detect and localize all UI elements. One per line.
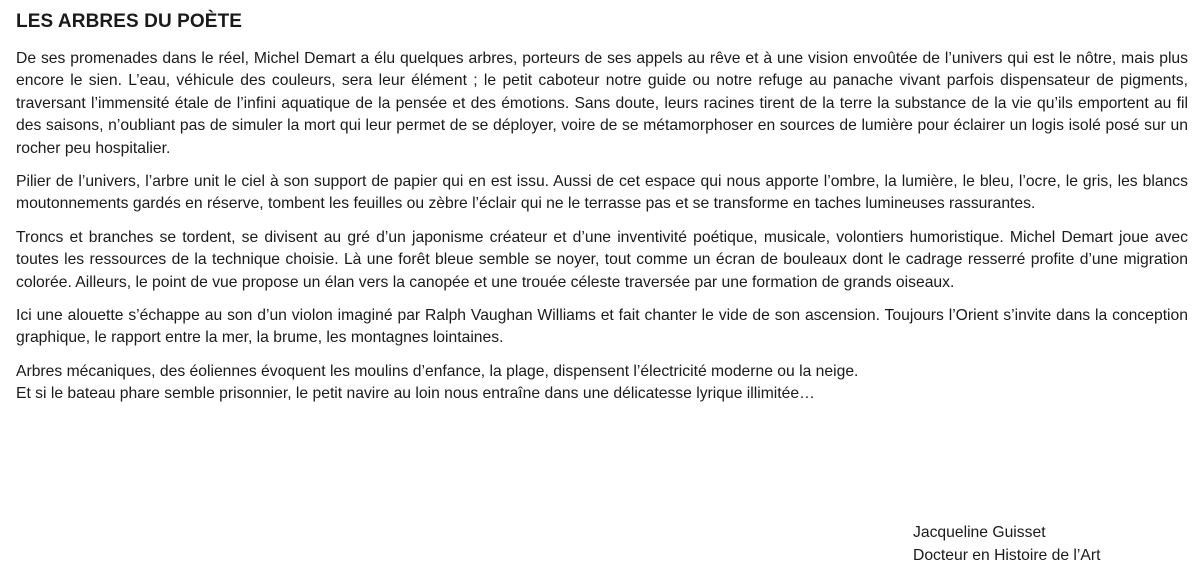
- article-title: LES ARBRES DU POÈTE: [16, 11, 243, 32]
- paragraph-line: Arbres mécaniques, des éoliennes évoquent les moulins d’enfance, la plage, dispensent l’électricité moderne ou la neige.: [16, 362, 859, 380]
- paragraph: Pilier de l’univers, l’arbre unit le ciel à son support de papier qui en est issu. Aussi de cet espace qui nous apporte l’ombre, la lumière, le bleu, l’ocre, le gris, les blancs moutonnements gardés en réserve, tombent les feuilles ou zèbre l’éclair qui ne le terrasse pas et se transforme en taches lumineuses rassurantes.: [16, 173, 1188, 213]
- author-name: Jacqueline Guisset: [913, 524, 1046, 541]
- paragraph-line: Et si le bateau phare semble prisonnier, le petit navire au loin nous entraîne dans une délicatesse lyrique illimitée…: [16, 385, 815, 403]
- paragraph: Ici une alouette s’échappe au son d’un violon imaginé par Ralph Vaughan Williams et fait chanter le vide de son ascension. Toujours l’Orient s’invite dans la conception graphique, le rapport entre la mer, la brume, les montagnes lointaines.: [16, 307, 1188, 347]
- closing-paragraph: [16, 361, 1188, 406]
- paragraph: De ses promenades dans le réel, Michel Demart a élu quelques arbres, porteurs de ses appels au rêve et à une vision envoûtée de l’univers qui est le nôtre, mais plus encore le sien. L’eau, véhicule des couleurs, sera leur élément ; le petit caboteur notre guide ou notre refuge au panache vivant parfois dispensateur de pigments, traversant l’immensité étale de l’infini aquatique de la pensée et des émotions. Sans doute, leurs racines tirent de la terre la substance de la vie qu’ils emportent au fil des saisons, n’oubliant pas de simuler la mort qui leur permet de se déployer, voire de se métamorphoser en sources de lumière pour éclairer un logis isolé posé sur un rocher peu hospitalier.: [16, 50, 1188, 157]
- article: [16, 10, 1188, 417]
- author-role: Docteur en Histoire de l’Art: [913, 547, 1101, 564]
- paragraph: Troncs et branches se tordent, se divisent au gré d’un japonisme créateur et d’une inventivité poétique, musicale, volontiers humoristique. Michel Demart joue avec toutes les ressources de la technique choisie. Là une forêt bleue semble se noyer, tout comme un écran de bouleaux dont le cadrage resserré profite d’une migration colorée. Ailleurs, le point de vue propose un élan vers la canopée et une trouée céleste traversée par une formation de grands oiseaux.: [16, 228, 1188, 291]
- signature-block: [913, 521, 1100, 567]
